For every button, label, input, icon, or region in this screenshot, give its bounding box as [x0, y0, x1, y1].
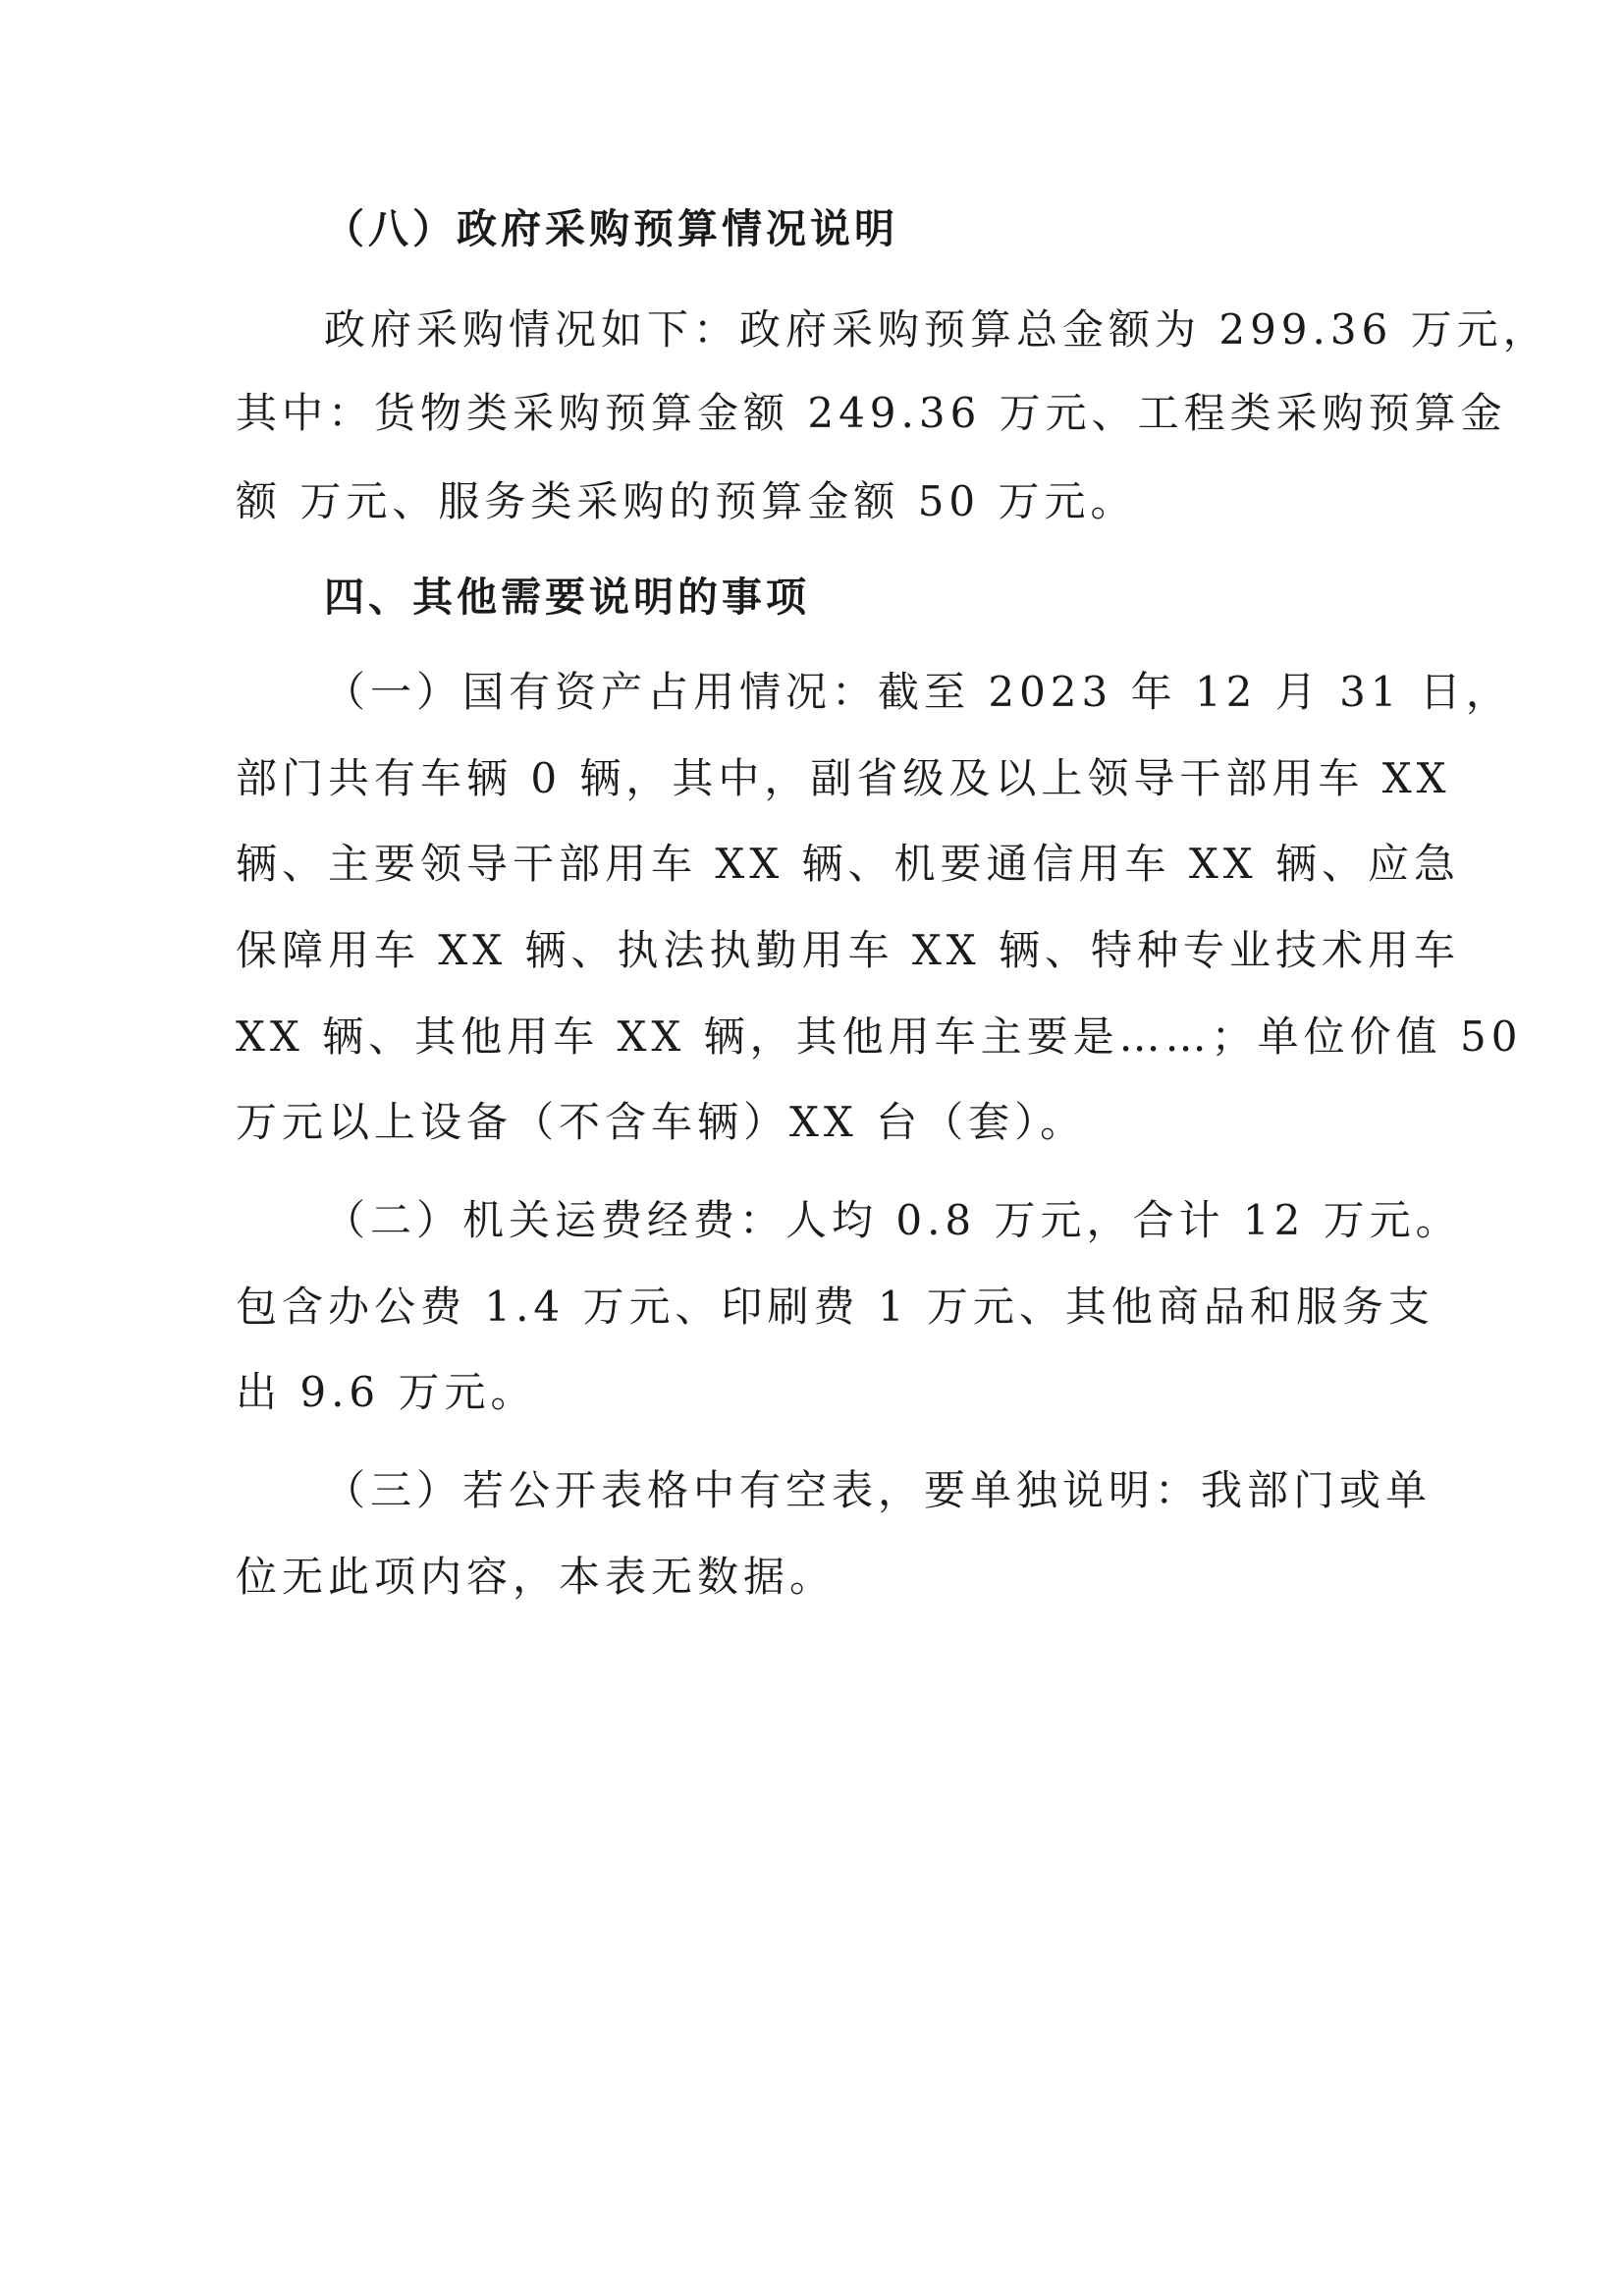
- paragraph-line: 出 9.6 万元。: [236, 1368, 537, 1416]
- paragraph-line: （二）机关运费经费：人均 0.8 万元，合计 12 万元。: [324, 1196, 1462, 1244]
- paragraph-line: 保障用车 XX 辆、执法执勤用车 XX 辆、特种专业技术用车: [236, 926, 1461, 974]
- paragraph-line: 政府采购情况如下：政府采购预算总金额为 299.36 万元，: [324, 305, 1549, 354]
- paragraph-line: XX 辆、其他用车 XX 辆，其他用车主要是……；单位价值 50: [236, 1012, 1523, 1061]
- paragraph-line: 其中：货物类采购预算金额 249.36 万元、工程类采购预算金: [236, 389, 1507, 437]
- section-heading-government-procurement: （八）政府采购预算情况说明: [324, 205, 898, 252]
- paragraph-line: 辆、主要领导干部用车 XX 辆、机要通信用车 XX 辆、应急: [236, 840, 1461, 888]
- paragraph-line: （三）若公开表格中有空表，要单独说明：我部门或单: [324, 1466, 1433, 1514]
- paragraph-line: 部门共有车辆 0 辆，其中，副省级及以上领导干部用车 XX: [236, 754, 1451, 802]
- section-heading-other-matters: 四、其他需要说明的事项: [324, 574, 810, 621]
- paragraph-line: 万元以上设备（不含车辆）XX 台（套）。: [236, 1098, 1087, 1146]
- paragraph-line: （一）国有资产占用情况：截至 2023 年 12 月 31 日，: [324, 668, 1512, 716]
- paragraph-line: 额 万元、服务类采购的预算金额 50 万元。: [236, 477, 1137, 525]
- paragraph-line: 位无此项内容，本表无数据。: [236, 1553, 837, 1601]
- paragraph-line: 包含办公费 1.4 万元、印刷费 1 万元、其他商品和服务支: [236, 1283, 1434, 1331]
